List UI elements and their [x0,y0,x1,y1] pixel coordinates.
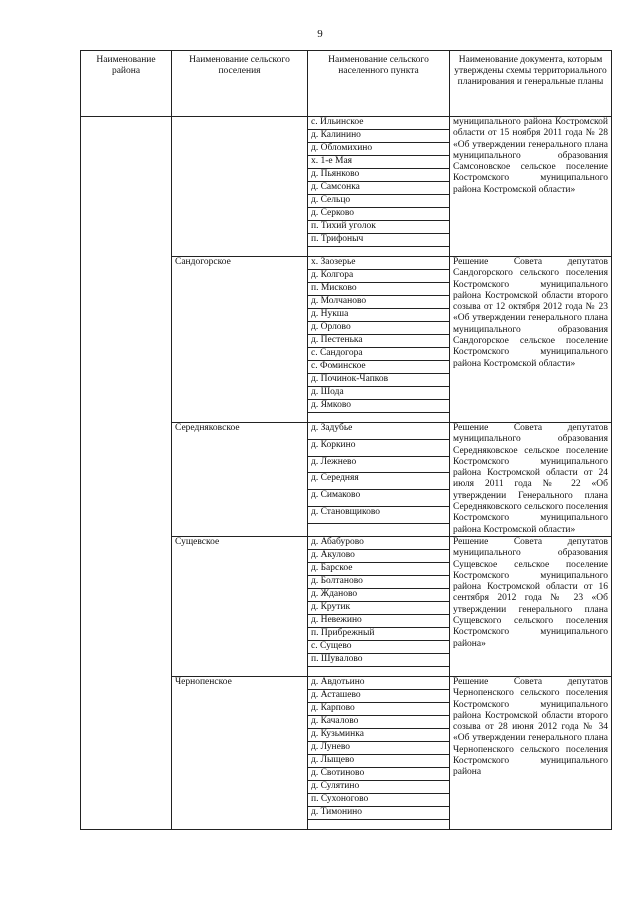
locality-cell: д. Коркино [308,439,450,456]
locality-cell: д. Лежнево [308,456,450,473]
locality-cell: д. Жданово [308,588,450,601]
locality-cell: х. 1-е Мая [308,156,450,169]
locality-cell: д. Нукша [308,309,450,322]
table-header-row [81,51,612,117]
locality-cell: д. Карпово [308,702,450,715]
document-cell: муниципального района Костромской области от 15 ноября 2011 года № 28 «Об утверждении генерального плана муниципального образования Самсоновское сельское поселение Костромского муниципального района Костромской области» [450,117,612,257]
locality-cell: с. Сущево [308,640,450,653]
locality-cell: д. Серково [308,208,450,221]
locality-cell: д. Лыщево [308,754,450,767]
locality-cell: п. Сухоногово [308,793,450,806]
header-locality: Наименование сельского населенного пункта [308,51,450,117]
locality-cell: д. Свотиново [308,767,450,780]
table-body [81,117,612,830]
locality-cell: д. Орлово [308,322,450,335]
locality-cell: х. Заозерье [308,257,450,270]
locality-cell: п. Тихий уголок [308,221,450,234]
locality-cell: д. Калинино [308,130,450,143]
locality-cell: п. Трифоныч [308,234,450,247]
locality-cell: п. Шувалово [308,653,450,666]
locality-cell: д. Тимонино [308,806,450,819]
locality-cell: д. Абабурово [308,536,450,549]
locality-cell: д. Симаково [308,490,450,507]
document-cell: Решение Совета депутатов муниципального образования Середняковское сельское поселение Костромского муниципального района Костромской области от 24 июля 2011 года № 22 «Об утверждении Генерального плана Середняковского сельского поселения Костромского муниципального района Костромской области» [450,423,612,537]
locality-cell: д. Авдотьино [308,676,450,689]
locality-cell: д. Пестенька [308,335,450,348]
page-number: 9 [317,28,323,40]
header-district: Наименование района [81,51,172,117]
locality-cell: д. Болтаново [308,575,450,588]
district-cell [81,117,172,830]
locality-cell: д. Становщиково [308,507,450,524]
settlement-cell: Сущевское [172,536,308,676]
locality-cell: д. Сулятино [308,780,450,793]
locality-cell: д. Починок-Чапков [308,374,450,387]
locality-cell: д. Асташево [308,689,450,702]
settlement-cell: Чернопенское [172,676,308,829]
header-rural-settlement: Наименование сельского поселения [172,51,308,117]
header-document: Наименование документа, которым утверждены схемы территориального планирования и генеральные планы [450,51,612,117]
locality-cell: д. Акулово [308,549,450,562]
settlement-cell [172,117,308,257]
locality-cell: д. Сельцо [308,195,450,208]
locality-cell: д. Невежино [308,614,450,627]
spacer-cell [308,247,450,257]
locality-cell: д. Пьянково [308,169,450,182]
locality-cell: д. Кузьминка [308,728,450,741]
document-cell: Решение Совета депутатов Сандогорского сельского поселения Костромского муниципального района Костромской области второго созыва от 12 октября 2012 года № 23 «Об утверждении генерального плана муниципального образования Сандогорское сельское поселение Костромского муниципального района Костромской области» [450,257,612,423]
locality-cell: д. Барское [308,562,450,575]
locality-cell: д. Лунево [308,741,450,754]
locality-cell: д. Молчаново [308,296,450,309]
planning-documents-table [80,50,612,830]
document-cell: Решение Совета депутатов Чернопенского сельского поселения Костромского муниципального района Костромской области второго созыва от 28 июня 2012 года № 34 «Об утверждении генерального плана Чернопенского сельского поселения Костромского муниципального района [450,676,612,829]
settlement-cell: Середняковское [172,423,308,537]
spacer-cell [308,413,450,423]
locality-cell: д. Обломихино [308,143,450,156]
locality-cell: д. Задубье [308,423,450,440]
locality-cell: п. Прибрежный [308,627,450,640]
locality-cell: д. Крутик [308,601,450,614]
spacer-cell [308,819,450,829]
locality-cell: с. Сандогора [308,348,450,361]
locality-cell: д. Ямково [308,400,450,413]
locality-cell: д. Шода [308,387,450,400]
document-cell: Решение Совета депутатов муниципального образования Сущевское сельское поселение Костромского муниципального района Костромской области от 16 сентября 2012 года № 23 «Об утверждении генерального плана Сущевского сельского поселения Костромского муниципального района» [450,536,612,676]
spacer-cell [308,666,450,676]
locality-cell: д. Самсонка [308,182,450,195]
spacer-cell [308,523,450,536]
locality-cell: п. Мисково [308,283,450,296]
locality-cell: с. Ильинское [308,117,450,130]
locality-cell: с. Фоминское [308,361,450,374]
locality-cell: д. Середняя [308,473,450,490]
locality-cell: д. Качалово [308,715,450,728]
table-row [81,117,612,130]
locality-cell: д. Колгора [308,270,450,283]
settlement-cell: Сандогорское [172,257,308,423]
